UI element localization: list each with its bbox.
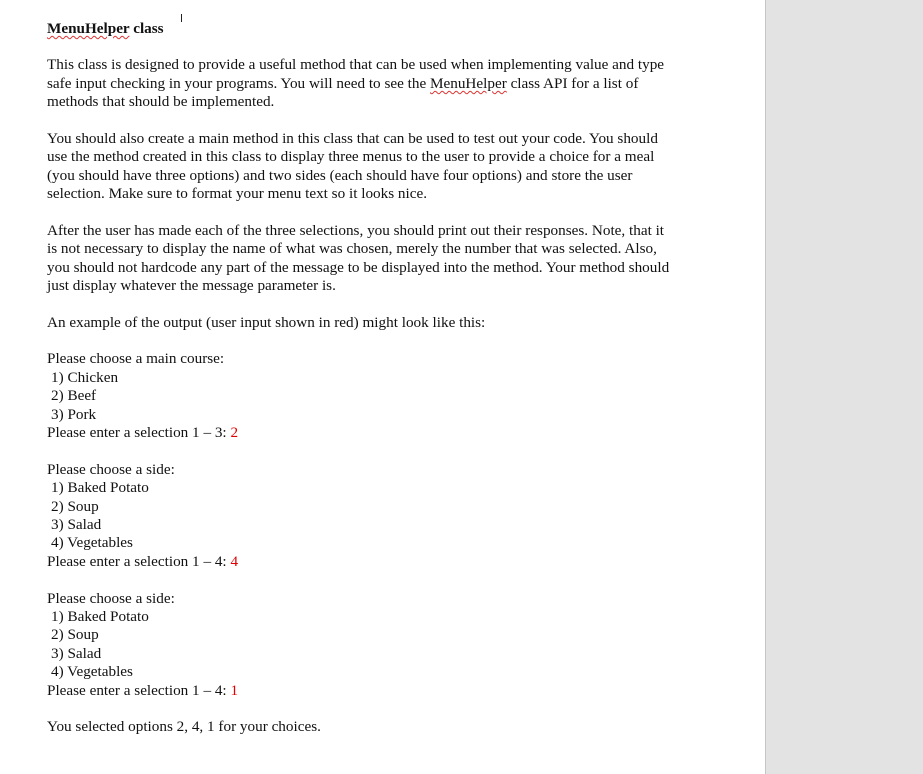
menu-title: Please choose a main course: (47, 350, 225, 368)
paragraph-example-intro: An example of the output (user input shown in red) might look like this: (47, 313, 486, 331)
menu-option: 3) Salad (51, 516, 102, 534)
user-input-value: 4 (230, 552, 239, 570)
section-heading (47, 20, 677, 38)
document-body (47, 20, 677, 755)
menu-option: 4) Vegetables (51, 534, 133, 552)
menu-option: 2) Soup (51, 626, 99, 644)
gray-workspace-margin (766, 0, 923, 774)
menu-option: 3) Pork (51, 405, 97, 423)
menu-prompt: Please enter a selection 1 – 3: (47, 424, 231, 442)
paragraph-intro-text: This class is designed to provide a useful method that can be used when implementing value and type safe input checking in your programs. You will need to see the (47, 56, 665, 92)
api-class-reference: MenuHelper (430, 74, 507, 92)
text-cursor-mark (181, 14, 182, 22)
summary-line: You selected options 2, 4, 1 for your choices. (47, 718, 321, 736)
paragraph-intro (47, 56, 677, 111)
menu-title: Please choose a side: (47, 589, 175, 607)
menu-prompt: Please enter a selection 1 – 4: (47, 681, 231, 699)
menu-side-first (47, 461, 677, 571)
menu-title: Please choose a side: (47, 460, 175, 478)
paragraph-main-method: You should also create a main method in this class that can be used to test out your code. You should use the method created in this class to display three menus to the user to provide a choice for a meal (you should have three options) and two sides (each should have four options) and store the user selection. Make sure to format your menu text so it looks nice. (47, 129, 658, 203)
menu-prompt-line (47, 682, 677, 700)
menu-option: 1) Chicken (51, 368, 119, 386)
menu-main-course (47, 350, 677, 442)
menu-option: 4) Vegetables (51, 663, 133, 681)
menu-prompt-line (47, 553, 677, 571)
menu-option: 3) Salad (51, 644, 102, 662)
menu-side-second (47, 590, 677, 700)
menu-option: 1) Baked Potato (51, 479, 149, 497)
menu-option: 2) Beef (51, 387, 97, 405)
menu-prompt-line (47, 424, 677, 442)
menu-option: 1) Baked Potato (51, 607, 149, 625)
heading-suffix: class (129, 20, 164, 37)
user-input-value: 2 (230, 424, 239, 442)
paragraph-print-responses: After the user has made each of the three selections, you should print out their responses. Note, that it is not necessary to display the name of what was chosen, merely the number that was selected. Also, you should not hardcode any part of the message to be displayed into the method. Your method should just display whatever the message parameter is. (47, 221, 670, 295)
menu-option: 2) Soup (51, 497, 99, 515)
menu-prompt: Please enter a selection 1 – 4: (47, 552, 231, 570)
paragraph-intro-text-end: class API for a list of methods that should be implemented. (47, 74, 639, 111)
heading-class-name: MenuHelper (47, 20, 130, 37)
user-input-value: 1 (230, 681, 239, 699)
